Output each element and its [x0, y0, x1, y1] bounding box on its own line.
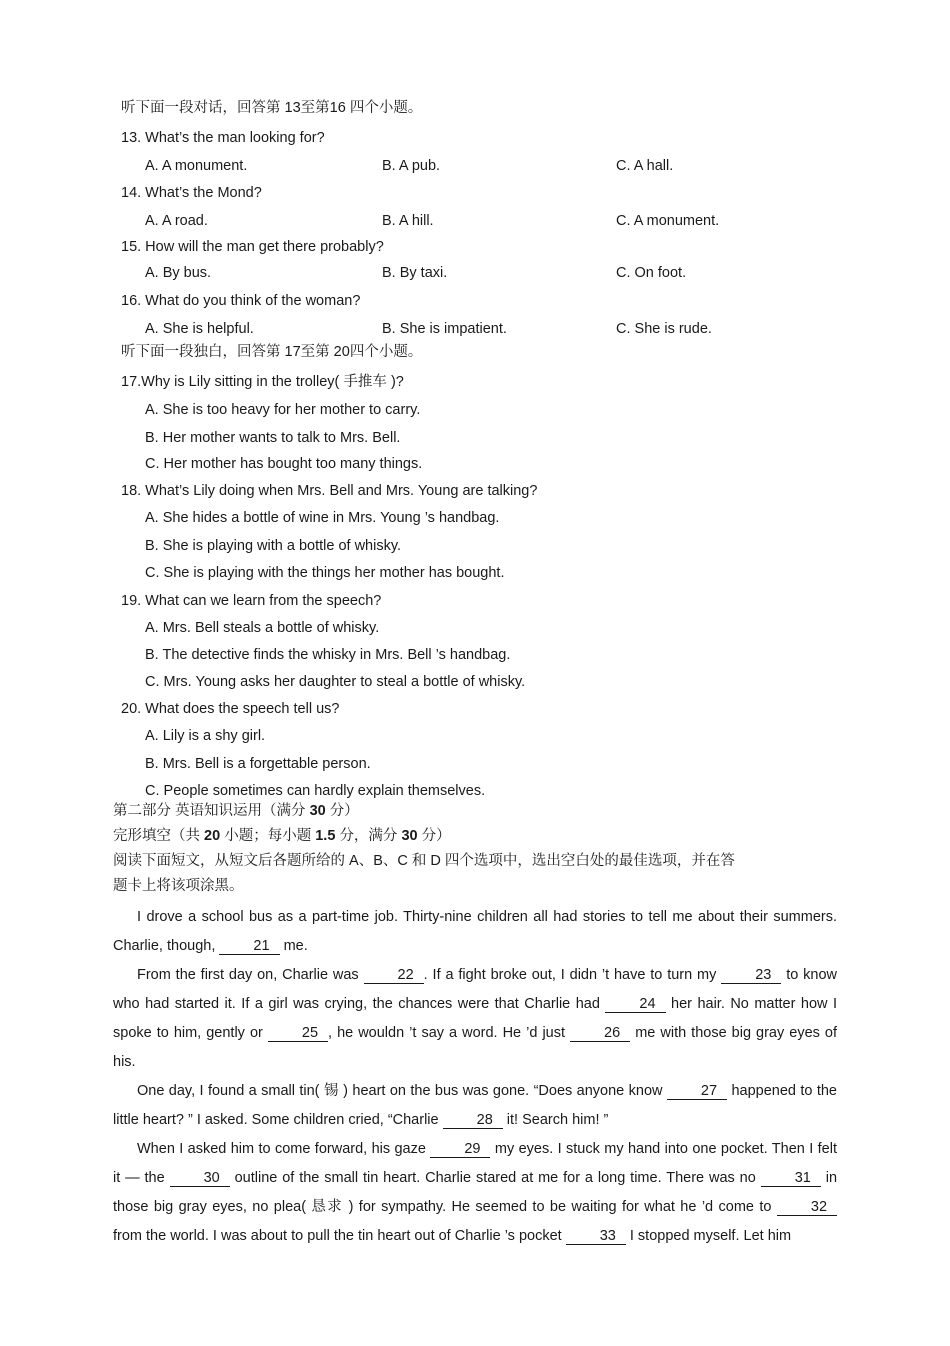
option-20a: A. Lily is a shy girl. [145, 728, 266, 744]
question-13: 13. What’s the man looking for? [121, 130, 325, 146]
question-14: 14. What’s the Mond? [121, 185, 262, 201]
option-16b: B. She is impatient. [382, 321, 507, 337]
option-15c: C. On foot. [616, 265, 687, 281]
passage-text: from the world. I was about to pull the tin heart out of Charlie ’s pocket [113, 1228, 562, 1244]
cloze-each-score: 1.5 [315, 828, 336, 844]
cloze-passage [113, 903, 837, 1251]
passage-paragraph-2 [113, 961, 837, 1077]
cloze-heading-suffix: 分） [421, 828, 451, 844]
instruction-line-2: 题卡上将该项涂黑。 [113, 878, 244, 894]
blank-22: 22 [364, 967, 424, 984]
section-intro-17-20: 听下面一段独白，回答第 17至第 20四个小题。 [121, 344, 423, 360]
part2-heading-text: 第二部分 英语知识运用（满分 [113, 803, 306, 819]
blank-25: 25 [268, 1025, 328, 1042]
option-14b: B. A hill. [382, 213, 434, 229]
passage-text: in those big gray eyes, no plea( 恳求 ) for sympathy. He seemed to be waiting for what he ’d come to [113, 1170, 838, 1215]
blank-29: 29 [430, 1141, 490, 1158]
section-intro-13-16: 听下面一段对话，回答第 13至第16 四个小题。 [121, 100, 423, 116]
part2-heading-suffix: 分） [329, 803, 359, 819]
passage-text: I stopped myself. Let him [629, 1228, 792, 1244]
blank-30: 30 [170, 1170, 230, 1187]
option-13c: C. A hall. [616, 158, 674, 174]
question-18: 18. What’s Lily doing when Mrs. Bell and Mrs. Young are talking? [121, 483, 538, 499]
option-20c: C. People sometimes can hardly explain themselves. [145, 783, 486, 799]
part2-heading-score: 30 [309, 803, 326, 819]
passage-text: to know who had started it. If a girl was crying, the chances were that Charlie had [113, 967, 838, 1012]
passage-paragraph-3 [113, 1077, 837, 1135]
passage-paragraph-4 [113, 1135, 837, 1251]
passage-text: it! Search him! ” [506, 1112, 609, 1128]
passage-text: When I asked him to come forward, his gaze [137, 1141, 426, 1157]
cloze-heading-mid2: 分，满分 [339, 828, 398, 844]
question-20: 20. What does the speech tell us? [121, 701, 340, 717]
option-17c: C. Her mother has bought too many things. [145, 456, 423, 472]
option-17a: A. She is too heavy for her mother to carry. [145, 402, 421, 418]
option-20b: B. Mrs. Bell is a forgettable person. [145, 756, 371, 772]
passage-text: outline of the small tin heart. Charlie stared at me for a long time. There was no [234, 1170, 756, 1186]
cloze-count: 20 [204, 828, 221, 844]
option-16a: A. She is helpful. [145, 321, 254, 337]
blank-24: 24 [605, 996, 665, 1013]
passage-text: . If a fight broke out, I didn ’t have to turn my [423, 967, 717, 983]
passage-text: her hair. No matter how I spoke to him, gently or [113, 996, 838, 1041]
cloze-total-score: 30 [401, 828, 418, 844]
question-19: 19. What can we learn from the speech? [121, 593, 382, 609]
passage-text: From the first day on, Charlie was [137, 967, 359, 983]
option-15b: B. By taxi. [382, 265, 448, 281]
blank-27: 27 [667, 1083, 727, 1100]
blank-23: 23 [721, 967, 781, 984]
option-13a: A. A monument. [145, 158, 248, 174]
blank-28: 28 [443, 1112, 503, 1129]
option-13b: B. A pub. [382, 158, 441, 174]
blank-26: 26 [570, 1025, 630, 1042]
option-14c: C. A monument. [616, 213, 720, 229]
option-19a: A. Mrs. Bell steals a bottle of whisky. [145, 620, 380, 636]
passage-text: me. [283, 938, 308, 954]
passage-paragraph-1 [113, 903, 837, 961]
option-15a: A. By bus. [145, 265, 212, 281]
option-18c: C. She is playing with the things her mother has bought. [145, 565, 505, 581]
option-18b: B. She is playing with a bottle of whisky. [145, 538, 402, 554]
blank-32: 32 [777, 1199, 837, 1216]
blank-33: 33 [566, 1228, 626, 1245]
option-14a: A. A road. [145, 213, 208, 229]
blank-21: 21 [219, 938, 279, 955]
cloze-heading [113, 827, 451, 845]
question-15: 15. How will the man get there probably? [121, 239, 384, 255]
passage-text: I drove a school bus as a part-time job. Thirty-nine children all had stories to tell me about their summers. Charlie, though, [113, 909, 837, 954]
question-17: 17.Why is Lily sitting in the trolley( 手推车 )? [121, 374, 404, 390]
option-17b: B. Her mother wants to talk to Mrs. Bell. [145, 430, 401, 446]
option-18a: A. She hides a bottle of wine in Mrs. Young ’s handbag. [145, 510, 500, 526]
option-19b: B. The detective finds the whisky in Mrs. Bell ’s handbag. [145, 647, 511, 663]
question-16: 16. What do you think of the woman? [121, 293, 361, 309]
option-19c: C. Mrs. Young asks her daughter to steal a bottle of whisky. [145, 674, 526, 690]
passage-text: happened to the little heart? ” I asked. Some children cried, “Charlie [113, 1083, 838, 1128]
passage-text: One day, I found a small tin( 锡 ) heart on the bus was gone. “Does anyone know [137, 1083, 663, 1099]
part2-heading [113, 802, 359, 820]
option-16c: C. She is rude. [616, 321, 712, 337]
instruction-line-1: 阅读下面短文，从短文后各题所给的 A、B、C 和 D 四个选项中，选出空白处的最佳选项，并在答 [113, 853, 735, 869]
cloze-heading-text: 完形填空（共 [113, 828, 200, 844]
passage-text: , he wouldn ’t say a word. He ’d just [328, 1025, 566, 1041]
passage-text: me with those big gray eyes of his. [113, 1025, 838, 1070]
cloze-heading-mid: 小题；每小题 [224, 828, 312, 844]
passage-text: my eyes. I stuck my hand into one pocket. Then I felt it — the [113, 1141, 837, 1186]
blank-31: 31 [761, 1170, 821, 1187]
